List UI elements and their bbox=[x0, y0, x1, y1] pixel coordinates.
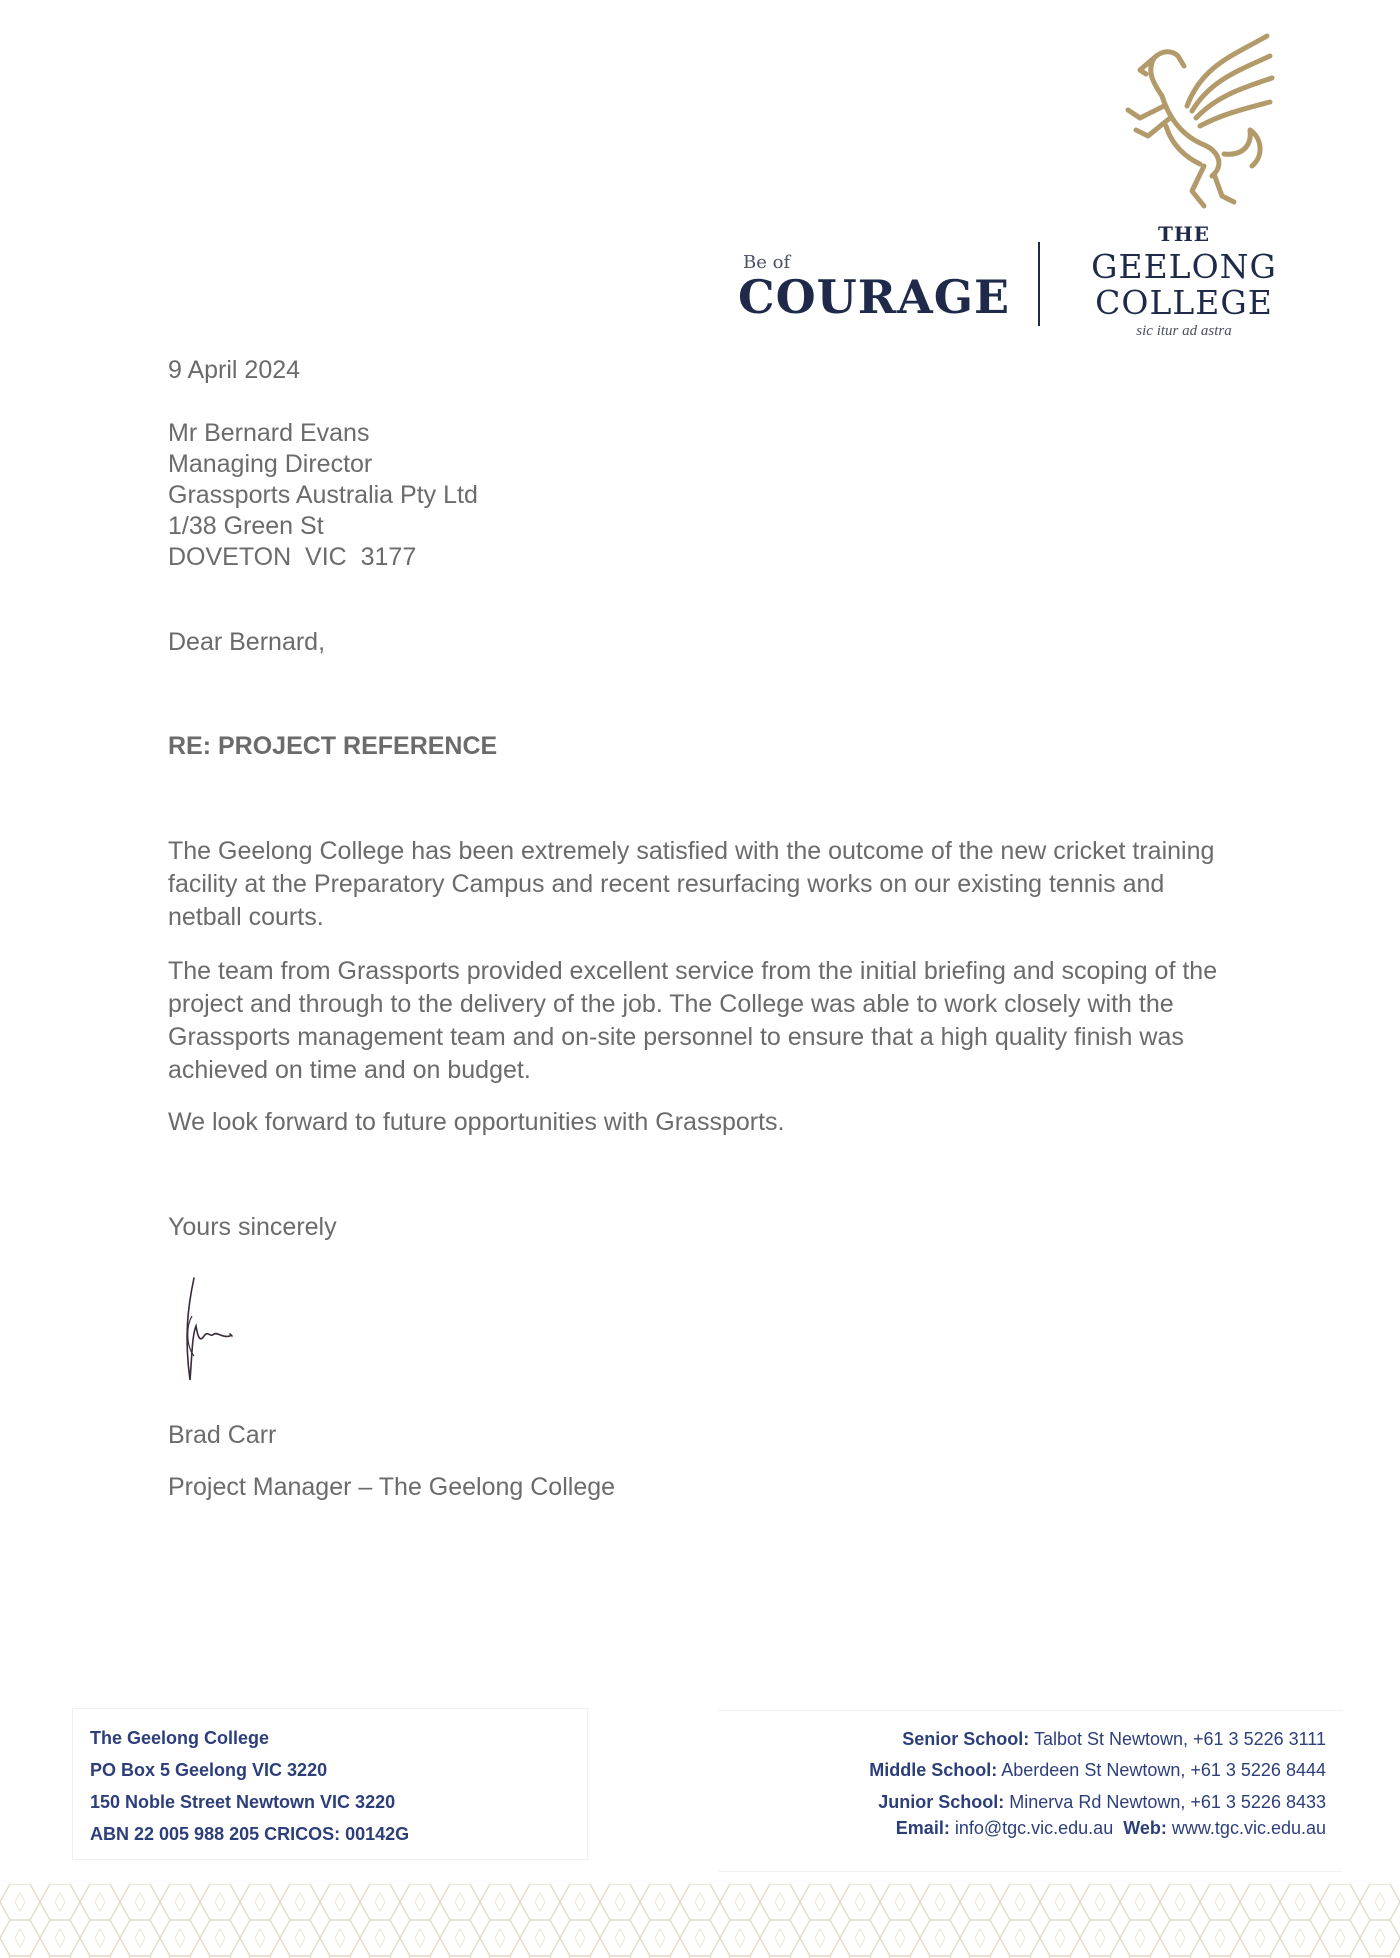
address-line: DOVETON VIC 3177 bbox=[168, 543, 417, 571]
address-line: Mr Bernard Evans bbox=[168, 419, 370, 447]
address-line: 1/38 Green St bbox=[168, 512, 324, 540]
recipient-address bbox=[168, 418, 478, 573]
salutation: Dear Bernard, bbox=[168, 628, 326, 656]
senior-school-label: Senior School: bbox=[902, 1729, 1030, 1749]
college-motto: sic itur ad astra bbox=[1136, 323, 1232, 339]
decorative-pattern bbox=[0, 1884, 1400, 1958]
email-label: Email: bbox=[895, 1818, 950, 1838]
address-line: Managing Director bbox=[168, 450, 373, 478]
college-logo-line2: COLLEGE bbox=[1095, 283, 1273, 322]
letter-date: 9 April 2024 bbox=[168, 356, 301, 384]
signer-title: Project Manager – The Geelong College bbox=[168, 1473, 616, 1501]
footer-po-box: PO Box 5 Geelong VIC 3220 bbox=[90, 1760, 328, 1780]
slogan-prefix: Be of bbox=[743, 252, 791, 273]
footer-middle-school bbox=[869, 1760, 1326, 1781]
pegasus-icon bbox=[1092, 26, 1282, 216]
closing: Yours sincerely bbox=[168, 1213, 337, 1241]
middle-school-label: Middle School: bbox=[869, 1760, 998, 1780]
signer-name: Brad Carr bbox=[168, 1421, 277, 1449]
junior-school-label: Junior School: bbox=[878, 1792, 1005, 1812]
footer-street-address: 150 Noble Street Newtown VIC 3220 bbox=[90, 1792, 396, 1812]
subject-line: RE: PROJECT REFERENCE bbox=[168, 732, 498, 760]
signature-image bbox=[178, 1276, 248, 1386]
footer-contact bbox=[896, 1818, 1326, 1839]
footer-college-name: The Geelong College bbox=[90, 1728, 270, 1748]
middle-school-value: Aberdeen St Newtown, +61 3 5226 8444 bbox=[1001, 1760, 1326, 1780]
web-link[interactable]: www.tgc.vic.edu.au bbox=[1171, 1818, 1326, 1838]
footer-abn: ABN 22 005 988 205 CRICOS: 00142G bbox=[90, 1824, 410, 1844]
college-logo-the: THE bbox=[1157, 222, 1211, 246]
footer-junior-school bbox=[878, 1792, 1326, 1813]
address-line: Grassports Australia Pty Ltd bbox=[168, 481, 478, 509]
web-label: Web: bbox=[1123, 1818, 1167, 1838]
slogan-courage: COURAGE bbox=[738, 270, 1011, 324]
body-paragraph: The Geelong College has been extremely satisfied with the outcome of the new cricket training facility at the Preparatory Campus and recent resurfacing works on our existing tennis and netball courts. bbox=[168, 837, 1215, 931]
brand-divider bbox=[1038, 242, 1040, 326]
email-link[interactable]: info@tgc.vic.edu.au bbox=[954, 1818, 1114, 1838]
senior-school-value: Talbot St Newtown, +61 3 5226 3111 bbox=[1033, 1729, 1326, 1749]
junior-school-value: Minerva Rd Newtown, +61 3 5226 8433 bbox=[1009, 1792, 1326, 1812]
body-paragraph: The team from Grassports provided excellent service from the initial briefing and scoping of the project and through to the delivery of the job. The College was able to work closely with the Grassports management team and on-site personnel to ensure that a high quality finish was achieved on time and on budget. bbox=[168, 957, 1218, 1084]
college-logo-line1: GEELONG bbox=[1091, 247, 1277, 286]
footer-senior-school bbox=[902, 1729, 1326, 1750]
body-paragraph: We look forward to future opportunities with Grassports. bbox=[168, 1108, 785, 1136]
